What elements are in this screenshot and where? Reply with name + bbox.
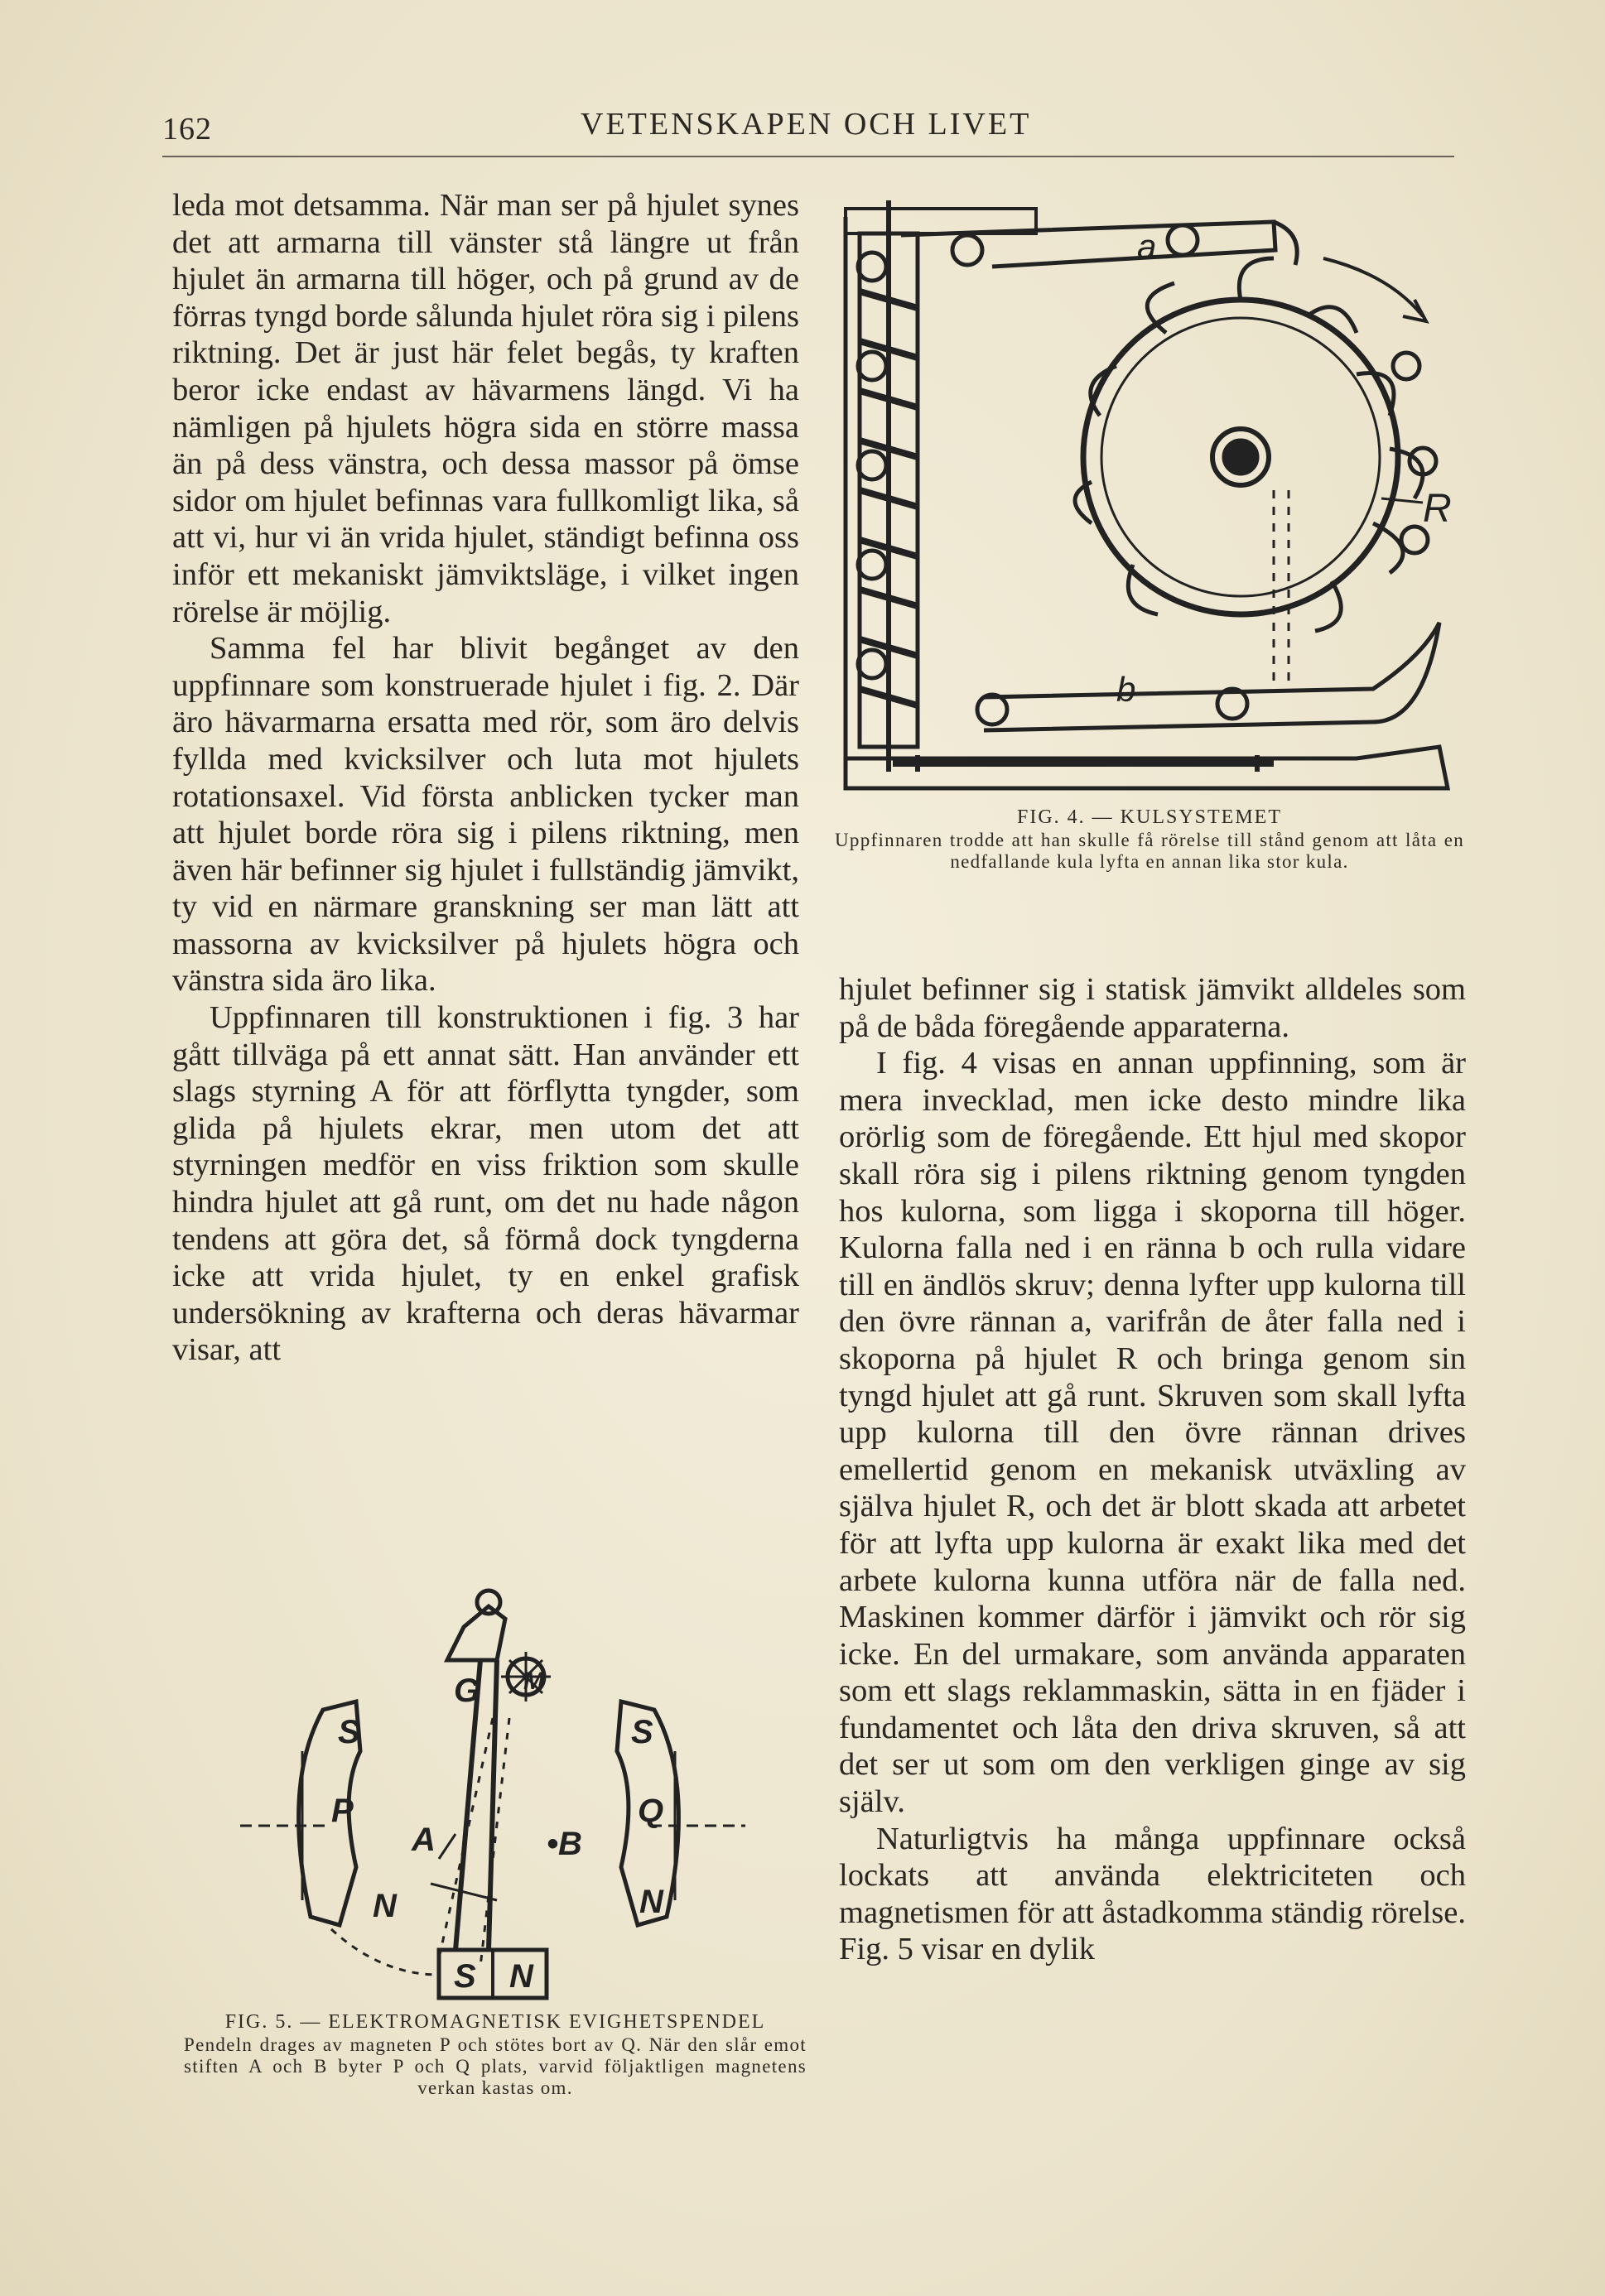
left-column [172,187,799,1369]
figure-4-caption-title: FIG. 4. — KULSYSTEMET [1016,806,1282,828]
left-paragraph-2: Samma fel har blivit begånget av den uppfinnare som konstruerade hjulet i fig. 2. Där äro hävarmarna ersatta med rör, som äro delvis fyllda med kvicksilver och luta mot hjulets rotationsaxel. Vid första anblicken tycker man att hjulet borde röra sig i pilens riktning, men även här befinner sig hjulet i fullständig jämvikt, ty vid en närmare granskning ser man lätt att massorna av kvicksilver på hjulets högra och vänstra sida äro lika. [172,631,799,999]
fig5-label-B: •B [547,1826,582,1862]
right-paragraph-3: Naturligtvis ha många uppfinnare också lockats att använda elektriciteten och magnetismen för att åstadkomma ständig rörelse. Fig. 5 visar en dylik [839,1821,1466,1967]
fig5-label-N-left: N [373,1888,397,1924]
fig5-label-N-right: N [639,1884,663,1920]
running-title: VETENSKAPEN OCH LIVET [581,107,1032,142]
fig5-label-M: M [523,1668,544,1695]
fig5-label-N-bottom: N [509,1958,533,1995]
right-column [839,971,1466,1968]
fig5-label-S-bottom: S [454,1958,476,1995]
right-paragraph-2: I fig. 4 visas en annan uppfinning, som är mera invecklad, men icke desto mindre lika orörlig som de föregående. Ett hjul med skopor skall röra sig i pilens riktning genom tyngden hos kulorna, som ligga i skoporna till höger. Kulorna falla ned i en ränna b och rulla vidare till en ändlös skruv; denna lyfter upp kulorna till den övre rännan a, varifrån de åter falla ned i skoporna på hjulet R och bringa genom sin tyngd hjulet att gå runt. Skruven som skall lyfta upp kulorna till den övre rännan drives emellertid genom en mekanisk utväxling av själva hjulet R, och det är blott skada att arbetet för att lyfta upp kulorna är exakt lika med det arbete kulorna kunna utföra när de falla ned. Maskinen kommer därför i jämvikt och rör sig icke. En del urmakare, som använda apparaten som ett slags reklammaskin, sätta in en fjäder i fundamentet och låta den driva skruven, så att det ser ut som om den verkligen ginge av sig själv. [839,1046,1466,1820]
fig5-label-S-left: S [338,1714,360,1750]
figure-5-pendulum [240,1586,745,2008]
figure-4-caption-text: Uppfinnaren trodde att han skulle få rörelse till stånd genom att låta en nedfallande kula lyfta en annan lika stor kula. [835,830,1464,872]
left-paragraph-1: leda mot detsamma. När man ser på hjulet synes det att armarna till vänster stå längre ut från hjulet än armarna till höger, och på grund av de förras tyngd borde sålunda hjulet röra sig i pilens riktning. Det är just här felet begås, ty kraften beror icke endast av hävarmens längd. Vi ha nämligen på hjulets högra sida en större massa än på dess vänstra, och dessa massor på ömse sidor om hjulet befinnas vara fullkomligt lika, så att vi, hur vi än vrida hjulet, ständigt befinna oss inför ett mekaniskt jämviktsläge, i vilket ingen rörelse är möjlig. [172,188,799,629]
page-number: 162 [162,112,212,147]
fig5-label-G: G [454,1673,480,1709]
fig4-label-R: R [1423,487,1452,531]
figure-5-caption-title: FIG. 5. — ELEKTROMAGNETISK EVIGHETSPENDEL [224,2011,766,2033]
fig5-label-P: P [331,1793,354,1829]
page-header [162,106,1454,157]
right-paragraph-1: hjulet befinner sig i statisk jämvikt alldeles som på de båda föregående apparaterna. [839,972,1466,1044]
figure-5-drawing [240,1586,745,2008]
fig5-label-S-right: S [631,1714,653,1750]
figure-4-ball-wheel [843,192,1453,805]
fig5-label-Q: Q [638,1793,664,1829]
figure-5-caption-text: Pendeln drages av magneten P och stötes bort av Q. När den slår emot stiften A och B byter P och Q plats, varvid följaktligen magnetens verkan kastas om. [184,2034,807,2098]
fig4-label-a: a [1137,227,1157,266]
left-paragraph-3: Uppfinnaren till konstruktionen i fig. 3 har gått tillväga på ett annat sätt. Han använder ett slags styrning A för att förflytta tyngder, som glida på hjulets ekrar, men utom det att styrningen medför en viss friktion som skulle hindra hjulet att gå runt, om det nu hade någon tendens att göra det, så förmå dock tyngderna icke att vrida hjulet, ty en enkel grafisk undersökning av krafterna och deras hävarmar visar, att [172,1000,799,1368]
fig4-label-b: b [1116,670,1136,709]
figure-4-drawing [843,192,1453,805]
fig5-label-A: A [412,1822,436,1858]
figure-5-caption [184,2010,807,2099]
figure-4-caption [835,805,1464,873]
